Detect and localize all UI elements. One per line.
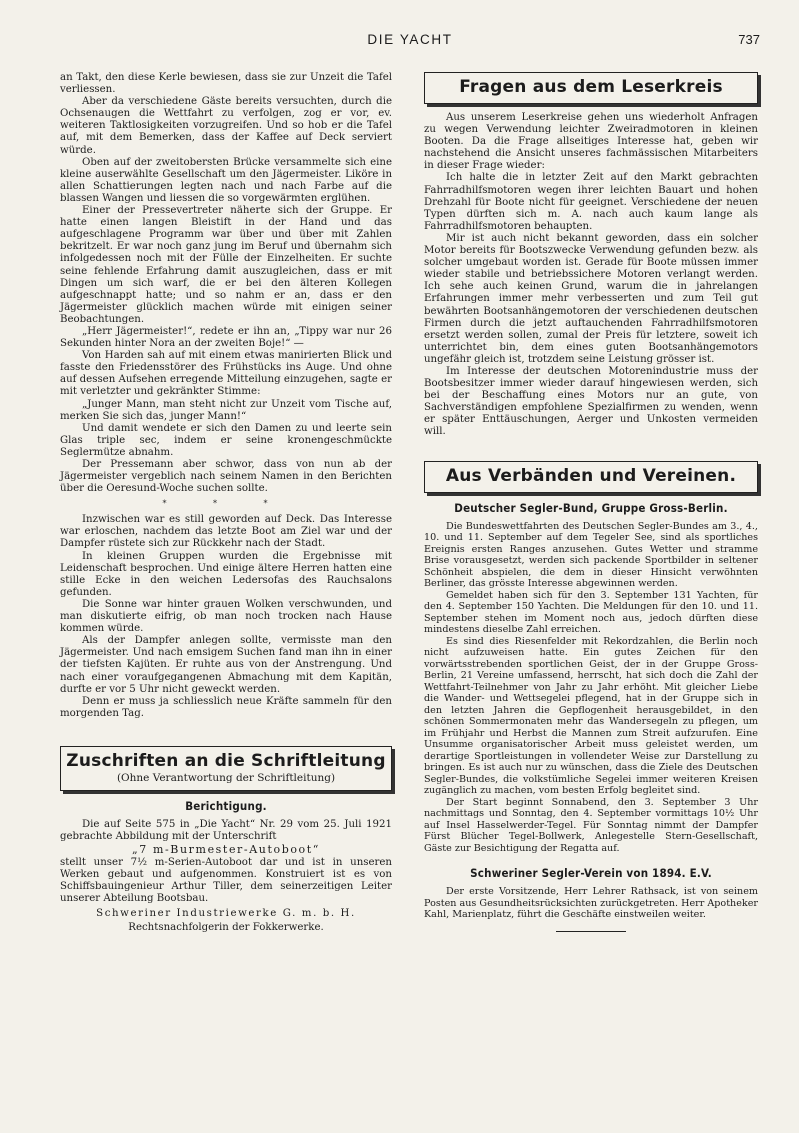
paragraph: Denn er muss ja schliesslich neue Kräfte sammeln für den morgenden Tag. — [60, 695, 392, 719]
paragraph: Gemeldet haben sich für den 3. September 131 Yachten, für den 4. September 150 Yachten. Die Meldungen für den 10. und 11. September stehen im Moment noch aus, jedoch dürften diese mindestens dieselbe Zahl erreichen. — [424, 589, 758, 636]
paragraph: „Herr Jägermeister!“, redete er ihn an, „Tippy war nur 26 Sekunden hinter Nora an der zweiten Boje!“ — — [60, 325, 392, 350]
section-box-verbaende — [424, 461, 758, 493]
verbaende-content — [424, 501, 758, 921]
article-subhead: Schweriner Segler-Verein von 1894. E.V. — [470, 866, 712, 881]
section-box-leserkreis — [424, 72, 758, 104]
section-title: Aus Verbänden und Vereinen. — [445, 465, 737, 486]
paragraph: Aber da verschiedene Gäste bereits versuchten, durch die Ochsenaugen die Wettfahrt zu verfolgen, zog er vor, ev. weiteren Taktlosigkeiten vorzugreifen. Und so hob er die Tafel auf, mit dem Bemerken, dass der Kaffee auf Deck serviert würde. — [60, 96, 392, 156]
paragraph: Und damit wendete er sich den Damen zu und leerte sein Glas triple sec, indem er seine kronengeschmückte Seglermütze abnahm. — [60, 422, 392, 458]
section-title: Zuschriften an die Schriftleitung — [66, 750, 386, 771]
page-header — [60, 32, 760, 52]
paragraph: Der Start beginnt Sonnabend, den 3. September 3 Uhr nachmittags und Sonntag, den 4. September vormittags 10½ Uhr auf Insel Hasselwerder-Tegel. Für Sonntag nimmt der Dampfer Fürst Blücher Tegel-Bollwerk, Anlegestelle Stern-Gesellschaft, Gäste zur Besichtigung der Regatta auf. — [424, 796, 758, 854]
right-column — [424, 72, 758, 932]
paragraph: Die Bundeswettfahrten des Deutschen Segler-Bundes am 3., 4., 10. und 11. September auf dem Tegeler See, sind als sportliches Ereignis ersten Ranges anzusehen. Gutes Wetter und stramme Brise vorausgesetzt, werden sich packende Sportbilder in seltener Schönheit abspielen, die dem in dieser Hinsicht verwöhnten Berliner, das grösste Interesse abgewinnen werden. — [424, 520, 758, 590]
paragraph: Der erste Vorsitzende, Herr Lehrer Rathsack, ist von seinem Posten aus Gesundheitsrücksichten zurückgetreten. Herr Apotheker Kahl, Marienplatz, führt die Geschäfte einstweilen weiter. — [424, 886, 758, 921]
signature-note: Rechtsnachfolgerin der Fokkerwerke. — [128, 922, 324, 934]
paragraph: Von Harden sah auf mit einem etwas manirierten Blick und fasste den Friedensstörer des Frühstücks ins Auge. Und ohne auf dessen Aufsehen erregende Mitteilung einzugehen, sagte er mit verletzter und gekränkter Stimme: — [60, 350, 392, 398]
section-title: Fragen aus dem Leserkreis — [459, 77, 723, 97]
end-rule — [556, 931, 626, 932]
quoted-caption: „7 m-Burmester-Autoboot“ — [131, 843, 321, 857]
paragraph: Ich halte die in letzter Zeit auf den Markt gebrachten Fahrradhilfsmotoren wegen ihrer leichten Bauart und hohen Drehzahl für Boote nicht für geeignet. Verschiedene der neuen Typen dürften sich m. A. nach auch kaum lange als Fahrradhilfsmotoren behaupten. — [424, 172, 758, 232]
signature-company: Schweriner Industriewerke G. m. b. H. — [96, 908, 356, 920]
paragraph: Oben auf der zweitobersten Brücke versammelte sich eine kleine auserwählte Gesellschaft um den Jägermeister. Liköre in allen Schattierungen legten nach und nach Farbe auf die blassen Wangen und liessen die so vorgewärmten erglühen. — [60, 156, 392, 204]
section-separator: * * * — [162, 499, 290, 509]
paragraph: Aus unserem Leserkreise gehen uns wiederholt Anfragen zu wegen Verwendung leichter Zweiradmotoren in kleinen Booten. Da die Frage allseitiges Interesse hat, geben wir nachstehend die Ansicht unseres fachmässischen Mitarbeiters in dieser Frage wieder: — [424, 112, 758, 172]
paragraph: Inzwischen war es still geworden auf Deck. Das Interesse war erloschen, nachdem das letzte Boot am Ziel war und der Dampfer rüstete sich zur Rückkehr nach der Stadt. — [60, 514, 392, 550]
paragraph: „Junger Mann, man steht nicht zur Unzeit vom Tische auf, merken Sie sich das, junger Mann!“ — [60, 398, 392, 422]
paragraph: Mir ist auch nicht bekannt geworden, dass ein solcher Motor bereits für Bootszwecke Verwendung gefunden bezw. als solcher umgebaut worden ist. Gerade für Boote müssen immer wieder stabile und betriebssichere Motoren verlangt werden. Ich sehe auch keinen Grund, warum die in jahrelangen Erfahrungen immer mehr verbesserten und zum Teil gut bewährten Bootsanhängemotoren der verschiedenen deutschen Firmen durch die jetzt auftauchenden Fahrradhilfsmotoren ersetzt werden sollen, zumal der Preis für letztere, soweit ich unterrichtet bin, dem eines guten Bootsanhängemotors ungefähr gleich ist, trotzdem seine Leistung grösser ist. — [424, 232, 758, 365]
paragraph: Es sind dies Riesenfelder mit Rekordzahlen, die Berlin noch nicht aufzuweisen hatte. Ein gutes Zeichen für den vorwärtsstrebenden sportlichen Geist, der in der Gruppe Gross-Berlin, 21 Vereine umfassend, herrscht, hat sich doch die Zahl der Wettfahrt-Teilnehmer von Jahr zu Jahr erhöht. Mit gleicher Liebe die Wander- und Wettsegelei pflegend, hat in der Gruppe sich in den letzten Jahren die Gepflogenheit herausgebildet, in den schönen Sommermonaten mehr das Wandersegeln zu pflegen, um im Frühjahr und Herbst die Mannen zum Streit aufzurufen. Eine Unsumme organisatorischer Arbeit muss geleistet werden, um derartige Sportleistungen in vollendeter Weise zur Darstellung zu bringen. Es ist auch nur zu wünschen, dass die Ziele des Deutschen Segler-Bundes, die volkstümliche Segelei immer weiteren Kreisen zugänglich zu machen, vom besten Erfolg begleitet sind. — [424, 635, 758, 797]
running-title: DIE YACHT — [367, 32, 453, 47]
left-column — [60, 72, 392, 935]
paragraph: Als der Dampfer anlegen sollte, vermisste man den Jägermeister. Und nach emsigem Suchen fand man ihn in einer der tiefsten Kajüten. Er ruhte aus von der Anstrengung. Und nach einer voraufgegangenen Abmachung mit dem Kapitän, durfte er vor 5 Uhr nicht geweckt werden. — [60, 635, 392, 695]
paragraph: stellt unser 7½ m-Serien-Autoboot dar und ist in unseren Werken gebaut und aufgenommen. Konstruiert ist es von Schiffsbauingenieur Arthur Tiller, dem seinerzeitigen Leiter unserer Abteilung Bootsbau. — [60, 857, 392, 905]
paragraph: Im Interesse der deutschen Motorenindustrie muss der Bootsbesitzer immer wieder darauf hingewiesen werden, sich bei der Beschaffung eines Motors nur an gute, von Sachverständigen empfohlene Spezialfirmen zu wenden, wenn er später Enttäuschungen, Aerger und Unkosten vermeiden will. — [424, 365, 758, 438]
paragraph: an Takt, den diese Kerle bewiesen, dass sie zur Unzeit die Tafel verliessen. — [60, 72, 392, 96]
paragraph: Die Sonne war hinter grauen Wolken verschwunden, und man diskutierte eifrig, ob man noch trocken nach Hause kommen würde. — [60, 598, 392, 635]
article-subhead: Deutscher Segler-Bund, Gruppe Gross-Berlin. — [454, 500, 728, 515]
paragraph: In kleinen Gruppen wurden die Ergebnisse mit Leidenschaft besprochen. Und einige ältere Herren hatten eine stille Ecke in den weichen Ledersofas des Rauchsalons gefunden. — [60, 550, 392, 598]
paragraph: Einer der Pressevertreter näherte sich der Gruppe. Er hatte einen langen Bleistift in der Hand und das aufgeschlagene Programm war über und über mit Zahlen bekritzelt. Er war noch ganz jung im Beruf und übernahm sich infolgedessen noch mit der Fülle der Einzelheiten. Er suchte seine fehlende Erfahrung damit auszugleichen, dass er mit Dingen um sich warf, die er bei den älteren Kollegen aufgeschnappt hatte; und so nahm er an, dass er den Jägermeister glücklich machen würde mit einigen seiner Beobachtungen. — [60, 205, 392, 325]
article-subhead: Berichtigung. — [185, 798, 267, 813]
section-box-zuschriften — [60, 746, 392, 791]
page-number: 737 — [738, 32, 760, 47]
paragraph: Der Pressemann aber schwor, dass von nun ab der Jägermeister vergeblich nach seinem Namen in den Berichten über die Oeresund-Woche suchen sollte. — [60, 459, 392, 495]
paragraph: Die auf Seite 575 in „Die Yacht“ Nr. 29 vom 25. Juli 1921 gebrachte Abbildung mit der Unterschrift — [60, 818, 392, 842]
section-subtitle: (Ohne Verantwortung der Schriftleitung) — [116, 771, 336, 784]
